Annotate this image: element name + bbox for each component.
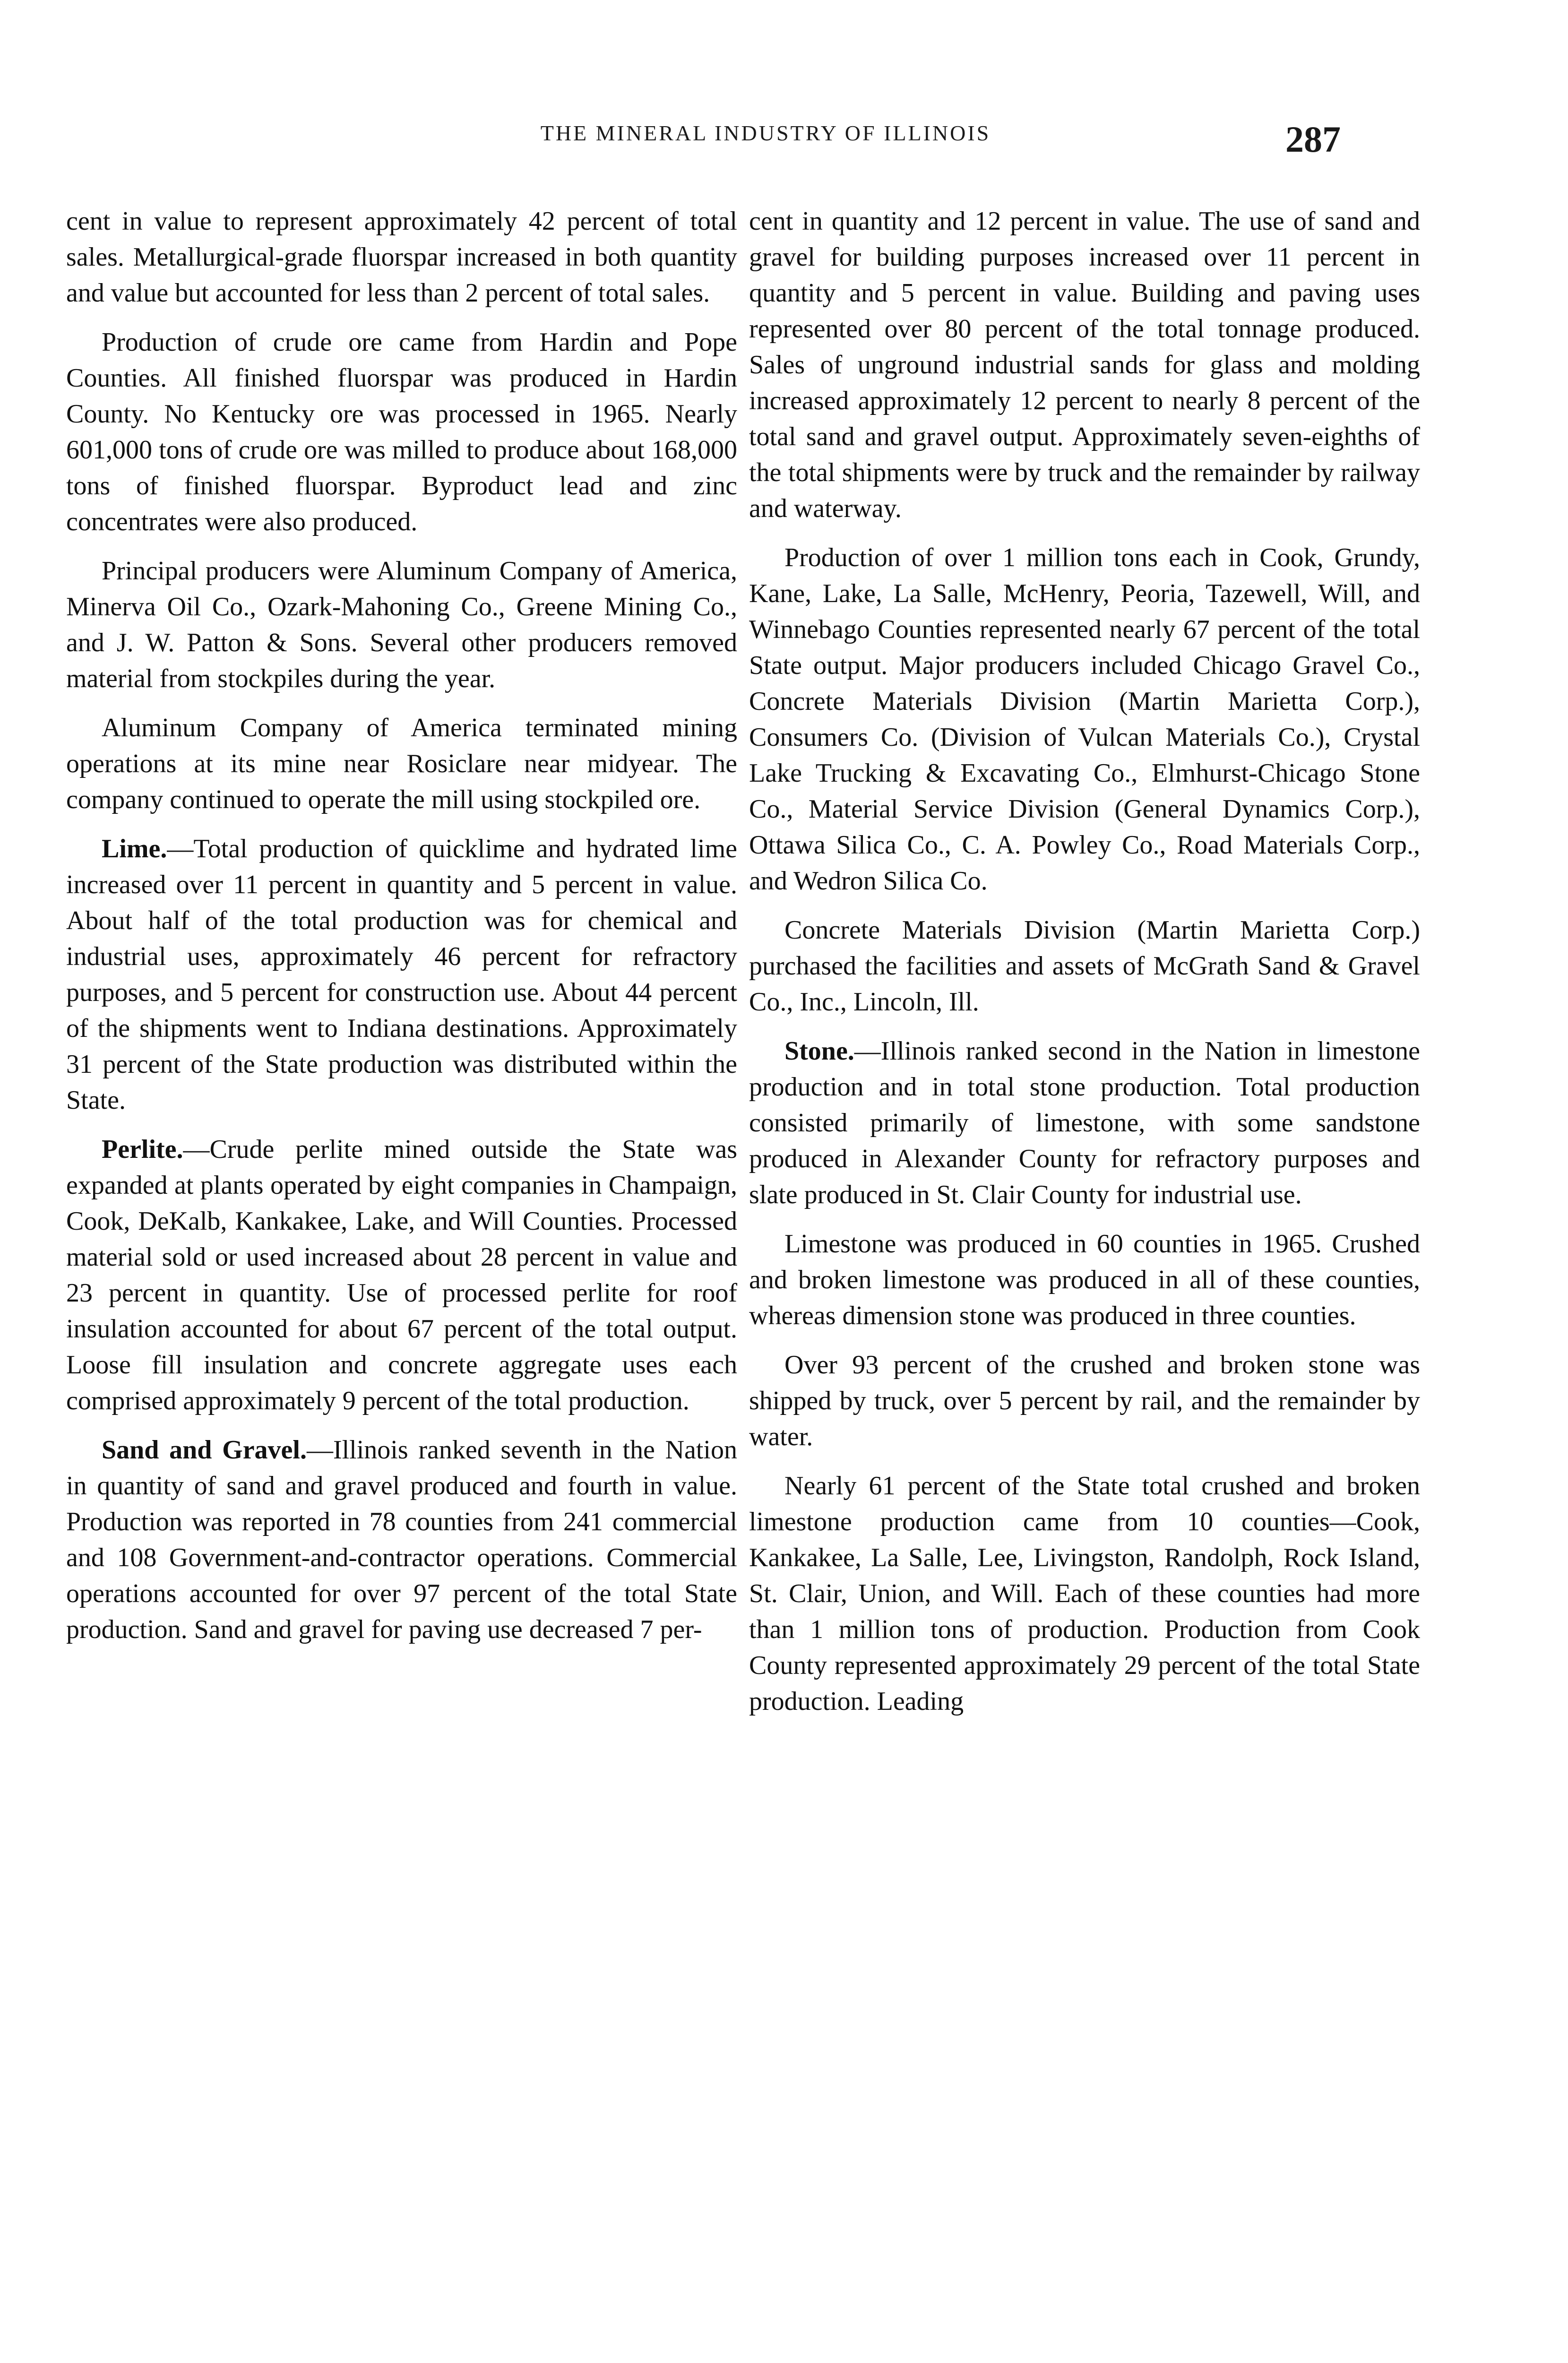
paragraph-sand-and-gravel — [66, 1432, 737, 1647]
paragraph-perlite — [66, 1131, 737, 1419]
paragraph-concrete-materials-purchase: Concrete Materials Division (Martin Marietta Corp.) purchased the facilities and assets of McGrath Sand & Gravel Co., Inc., Lincoln, Ill. — [749, 915, 1420, 1017]
section-heading-perlite: Perlite. — [102, 1135, 183, 1164]
paragraph-limestone-counties: Limestone was produced in 60 counties in 1965. Crushed and broken limestone was produced in all of these counties, whereas dimension stone was produced in three counties. — [749, 1229, 1420, 1330]
paragraph-alcoa-terminated: Aluminum Company of America terminated mining operations at its mine near Rosiclare near midyear. The company continued to operate the mill using stockpiled ore. — [66, 713, 737, 814]
perlite-text: —Crude perlite mined outside the State was expanded at plants operated by eight companies in Champaign, Cook, DeKalb, Kankakee, Lake, and Will Counties. Processed material sold or used increased about 28 percent in value and 23 percent in quantity. Use of processed perlite for roof insulation accounted for about 67 percent of the total output. Loose fill insulation and concrete aggregate uses each comprised approximately 9 percent of the total production. — [66, 1135, 737, 1415]
page-number: 287 — [1285, 119, 1341, 160]
paragraph-crude-ore-production: Production of crude ore came from Hardin and Pope Counties. All finished fluorspar was produced in Hardin County. No Kentucky ore was processed in 1965. Nearly 601,000 tons of crude ore was milled to produce about 168,000 tons of finished fluorspar. Byproduct lead and zinc concentrates were also produced. — [66, 328, 737, 536]
paragraph-stone — [749, 1033, 1420, 1213]
paragraph-stone-shipments: Over 93 percent of the crushed and broken stone was shipped by truck, over 5 percent by rail, and the remainder by water. — [749, 1350, 1420, 1451]
paragraph-fluorspar-sales: cent in value to represent approximately 42 percent of total sales. Metallurgical-grade fluorspar increased in both quantity and value but accounted for less than 2 percent of total sales. — [66, 207, 737, 308]
paragraph-limestone-leading-counties: Nearly 61 percent of the State total crushed and broken limestone production came from 10 counties—Cook, Kankakee, La Salle, Lee, Livingston, Randolph, Rock Island, St. Clair, Union, and Will. Each of these counties had more than 1 million tons of production. Production from Cook County represented approximately 29 percent of the total State production. Leading — [749, 1471, 1420, 1716]
stone-text: —Illinois ranked second in the Nation in limestone production and in total stone production. Total production consisted primarily of limestone, with some sandstone produced in Alexander County for refractory purposes and slate produced in St. Clair County for industrial use. — [749, 1036, 1420, 1209]
right-column — [749, 203, 1420, 1733]
lime-text: —Total production of quicklime and hydrated lime increased over 11 percent in quantity and 5 percent in value. About half of the total production was for chemical and industrial uses, approximately 46 percent for refractory purposes, and 5 percent for construction use. About 44 percent of the shipments went to Indiana destinations. Approximately 31 percent of the State production was distributed within the State. — [66, 834, 737, 1115]
section-heading-lime: Lime. — [102, 834, 167, 863]
running-head-title: THE MINERAL INDUSTRY OF ILLINOIS — [540, 121, 991, 145]
paragraph-principal-producers: Principal producers were Aluminum Company of America, Minerva Oil Co., Ozark-Mahoning Co., Greene Mining Co., and J. W. Patton & Sons. Several other producers removed material from stockpiles during the year. — [66, 556, 737, 693]
paragraph-lime — [66, 831, 737, 1118]
sand-and-gravel-text: —Illinois ranked seventh in the Nation in quantity of sand and gravel produced and fourth in value. Production was reported in 78 counties from 241 commercial and 108 Government-and-contractor operations. Commercial operations accounted for over 97 percent of the total State production. Sand and gravel for paving use decreased 7 per- — [66, 1435, 737, 1644]
paragraph-sand-gravel-uses: cent in quantity and 12 percent in value. The use of sand and gravel for building purposes increased over 11 percent in quantity and 5 percent in value. Building and paving uses represented over 80 percent of the total tonnage produced. Sales of unground industrial sands for glass and molding increased approximately 12 percent to nearly 8 percent of the total sand and gravel output. Approximately seven-eighths of the total shipments were by truck and the remainder by railway and waterway. — [749, 207, 1420, 523]
left-column — [66, 203, 737, 1661]
paragraph-county-production: Production of over 1 million tons each in Cook, Grundy, Kane, Lake, La Salle, McHenry, Peoria, Tazewell, Will, and Winnebago Counties represented nearly 67 percent of the total State output. Major producers included Chicago Gravel Co., Concrete Materials Division (Martin Marietta Corp.), Consumers Co. (Division of Vulcan Materials Co.), Crystal Lake Trucking & Excavating Co., Elmhurst-Chicago Stone Co., Material Service Division (General Dynamics Corp.), Ottawa Silica Co., C. A. Powley Co., Road Materials Corp., and Wedron Silica Co. — [749, 543, 1420, 896]
section-heading-stone: Stone. — [784, 1036, 854, 1066]
section-heading-sand-and-gravel: Sand and Gravel. — [102, 1435, 307, 1465]
